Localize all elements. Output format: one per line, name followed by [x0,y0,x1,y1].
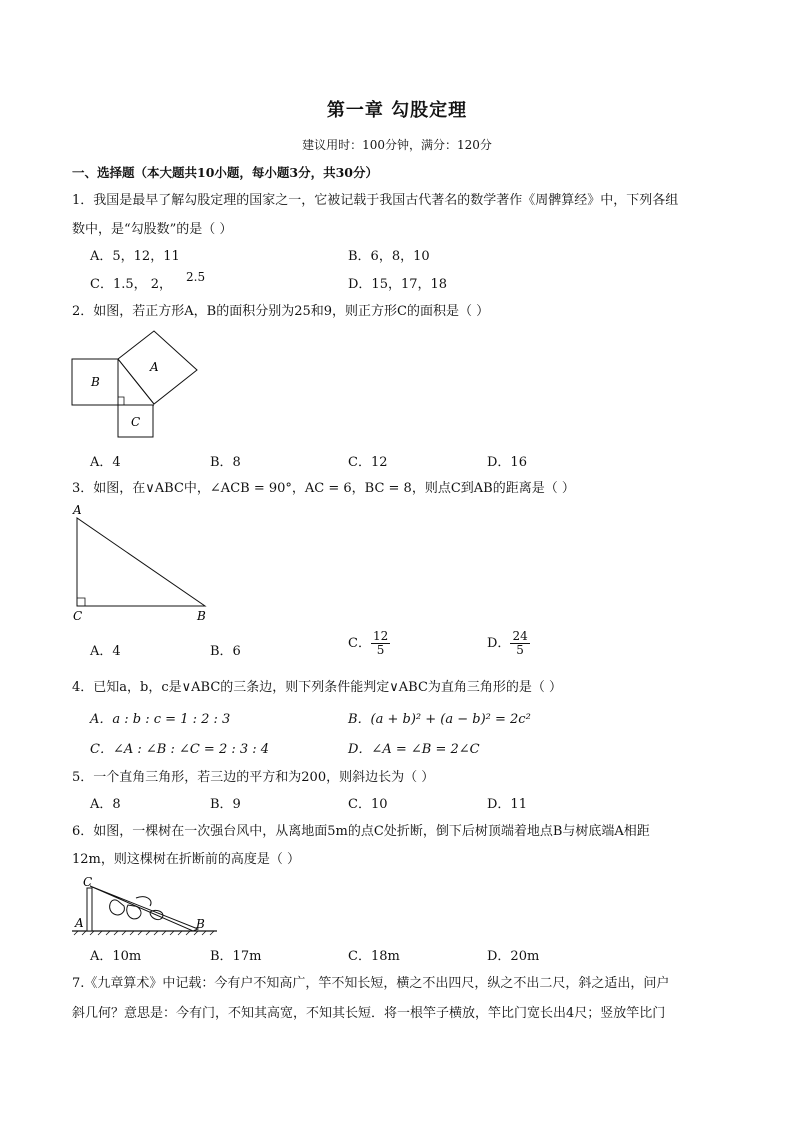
q2-option-a: A．4 [90,455,121,470]
fraction-24-5: $\frac{24}{5}$ [512,629,528,657]
q2-option-c: C．12 [348,455,388,470]
label-b: B [91,375,100,389]
q1-option-b: B．6，8，10 [348,249,430,264]
q1-option-c-value: 2.5 [186,270,206,284]
q1-stem-line2: 数中，是“勾股数”的是（ ） [72,222,233,237]
section-heading: 一、选择题（本大题共10小题，每小题3分，共30分） [72,165,378,180]
q5-option-a: A．8 [90,797,121,812]
q5-option-c: C．10 [348,797,388,812]
label-c: C [73,609,83,623]
exam-meta: 建议用时：100分钟，满分：120分 [302,138,492,152]
q1-option-c: C．1.5， 2， [90,277,173,292]
tree-trunk [87,888,92,931]
q4-stem: 4．已知a，b，c是∨ABC的三条边，则下列条件能判定∨ABC为直角三角形的是（ ） [72,680,563,695]
label-a: A [73,503,82,517]
q2-option-b: B．8 [210,455,241,470]
q3-option-c-label: C． [348,636,371,651]
label-b: B [197,609,206,623]
q1-option-d: D．15，17，18 [348,277,448,292]
q1-option-a: A．5，12，11 [90,249,180,264]
q4-option-a: A．a : b : c = 1 : 2 : 3 [90,712,231,727]
q6-option-b: B．17m [210,949,262,964]
q2-option-d: D．16 [487,455,527,470]
label-a: A [75,916,84,930]
q1-stem-line1: 1．我国是最早了解勾股定理的国家之一，它被记载于我国古代著名的数学著作《周髀算经》中，下列各组 [72,193,679,208]
label-b: B [196,917,205,931]
q3-option-d-label: D． [487,636,511,651]
q6-option-d: D．20m [487,949,540,964]
q4-option-c: C．∠A : ∠B : ∠C = 2 : 3 : 4 [90,742,270,757]
page-title: 第一章 勾股定理 [326,100,468,121]
fallen-trunk [90,886,198,931]
q5-option-d: D．11 [487,797,527,812]
q4-option-b: B．(a + b)² + (a − b)² = 2c² [348,712,531,727]
q3-option-b: B．6 [210,644,241,659]
q5-option-b: B．9 [210,797,241,812]
q2-stem: 2．如图，若正方形A，B的面积分别为25和9，则正方形C的面积是（ ） [72,304,490,319]
label-c: C [83,875,93,889]
q6-option-a: A．10m [90,949,142,964]
q3-option-a: A．4 [90,644,121,659]
fraction-12-5: $\frac{12}{5}$ [372,629,389,657]
q4-option-d: D．∠A = ∠B = 2∠C [348,742,480,757]
q7-stem-line1: 7.《九章算术》中记载：今有户不知高广，竿不知长短，横之不出四尺，纵之不出二尺，斜之适出，问户 [72,976,670,991]
q3-stem: 3．如图，在∨ABC中，∠ACB = 90°，AC = 6，BC = 8，则点C到AB的距离是（ ） [72,481,575,496]
q6-stem-line1: 6．如图，一棵树在一次强台风中，从离地面5m的点C处折断，倒下后树顶端着地点B与树底端A相距 [72,824,650,839]
q7-stem-line2: 斜几何？意思是：今有门，不知其高宽，不知其长短．将一根竿子横放，竿比门宽长出4尺；竖放竿比门 [72,1006,666,1021]
q6-stem-line2: 12m，则这棵树在折断前的高度是（ ） [72,852,301,867]
label-c: C [131,415,141,429]
q6-option-c: C．18m [348,949,400,964]
q5-stem: 5．一个直角三角形，若三边的平方和为200，则斜边长为（ ） [72,770,435,785]
label-a: A [150,360,159,374]
